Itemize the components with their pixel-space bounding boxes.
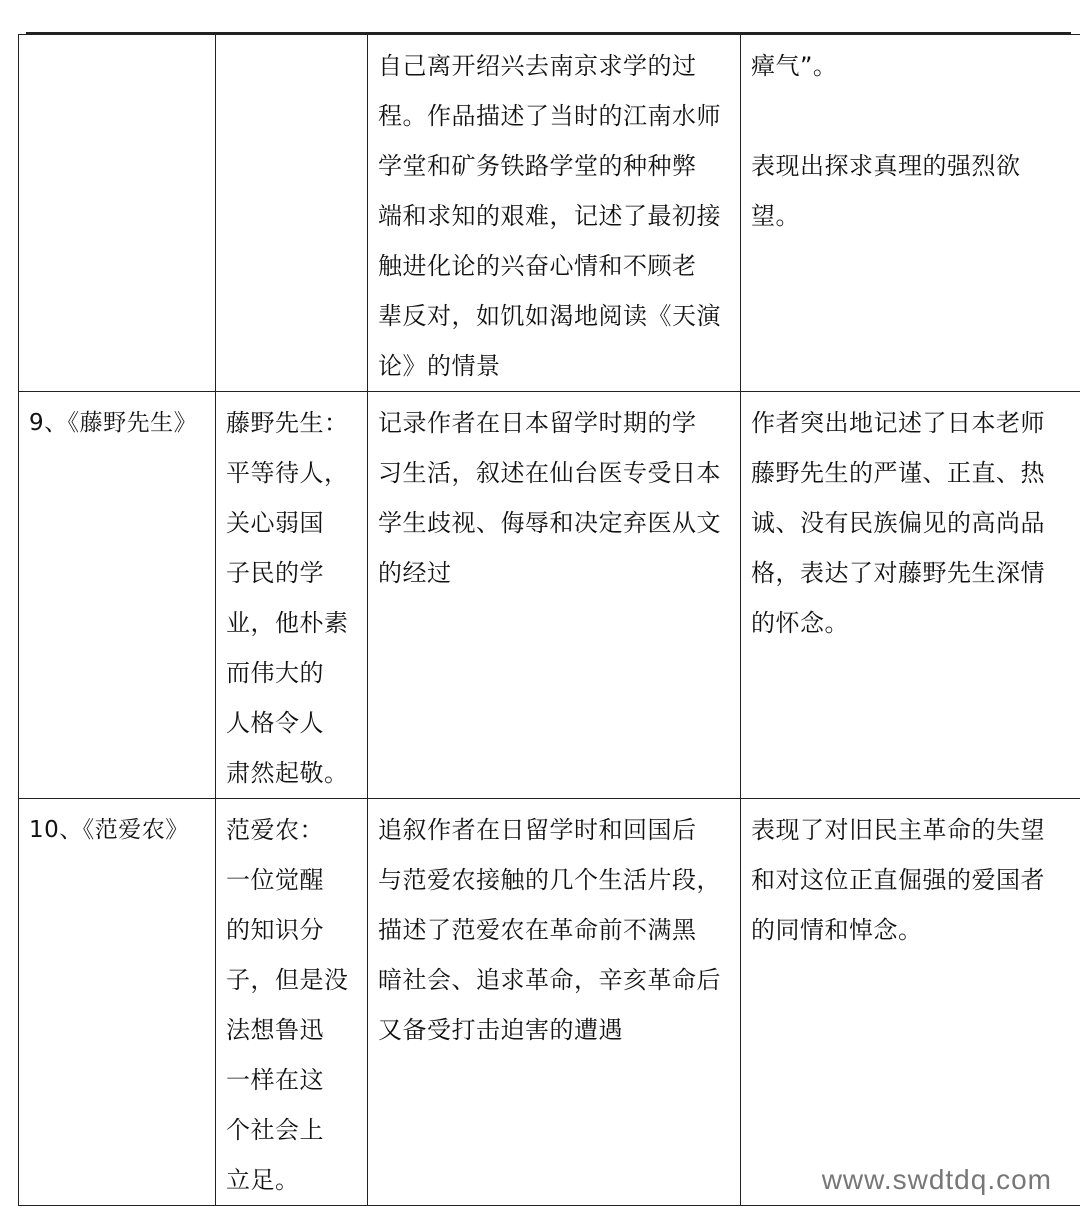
spacer xyxy=(751,91,1080,141)
table-row xyxy=(19,392,1080,799)
work-title-cell xyxy=(19,799,216,1206)
character-description: 藤野先生： 平等待人， 关心弱国 子民的学 业，他朴素 而伟大的 人格令人 肃然起敬。 xyxy=(226,409,349,787)
content-summary: 追叙作者在日留学时和回国后 与范爱农接触的几个生活片段， 描述了范爱农在革命前不满黑 暗社会、追求革命，辛亥革命后 又备受打击迫害的遭遇 xyxy=(378,816,721,1044)
content-summary: 自己离开绍兴去南京求学的过 程。作品描述了当时的江南水师 学堂和矿务铁路学堂的种种弊 端和求知的艰难，记述了最初接 触进化论的兴奋心情和不顾老 辈反对，如饥如渴地阅读《天演 论》的情景 xyxy=(378,52,721,380)
character-cell xyxy=(216,392,368,799)
works-table xyxy=(18,34,1080,1206)
character-cell xyxy=(216,799,368,1206)
theme-text: 作者突出地记述了日本老师 藤野先生的严谨、正直、热 诚、没有民族偏见的高尚品 格，表达了对藤野先生深情 的怀念。 xyxy=(751,409,1045,637)
work-title: 9、《藤野先生》 xyxy=(29,410,198,436)
theme-text: 表现出探求真理的强烈欲 望。 xyxy=(751,152,1021,230)
content-cell xyxy=(368,35,741,392)
content-cell xyxy=(368,392,741,799)
work-title: 10、《范爱农》 xyxy=(29,817,189,843)
content-cell xyxy=(368,799,741,1206)
work-title-cell xyxy=(19,35,216,392)
theme-cell xyxy=(741,392,1080,799)
theme-cell xyxy=(741,35,1080,392)
site-watermark: www.swdtdq.com xyxy=(821,1164,1052,1195)
table-row xyxy=(19,799,1080,1206)
table-row xyxy=(19,35,1080,392)
theme-cell xyxy=(741,799,1080,1206)
character-cell xyxy=(216,35,368,392)
theme-text-continued: 瘴气”。 xyxy=(751,52,838,80)
character-description: 范爱农： 一位觉醒 的知识分 子，但是没 法想鲁迅 一样在这 个社会上 立足。 xyxy=(226,816,349,1194)
theme-text: 表现了对旧民主革命的失望 和对这位正直倔强的爱国者 的同情和悼念。 xyxy=(751,816,1045,944)
content-summary: 记录作者在日本留学时期的学 习生活，叙述在仙台医专受日本 学生歧视、侮辱和决定弃医从文 的经过 xyxy=(378,409,721,587)
work-title-cell xyxy=(19,392,216,799)
